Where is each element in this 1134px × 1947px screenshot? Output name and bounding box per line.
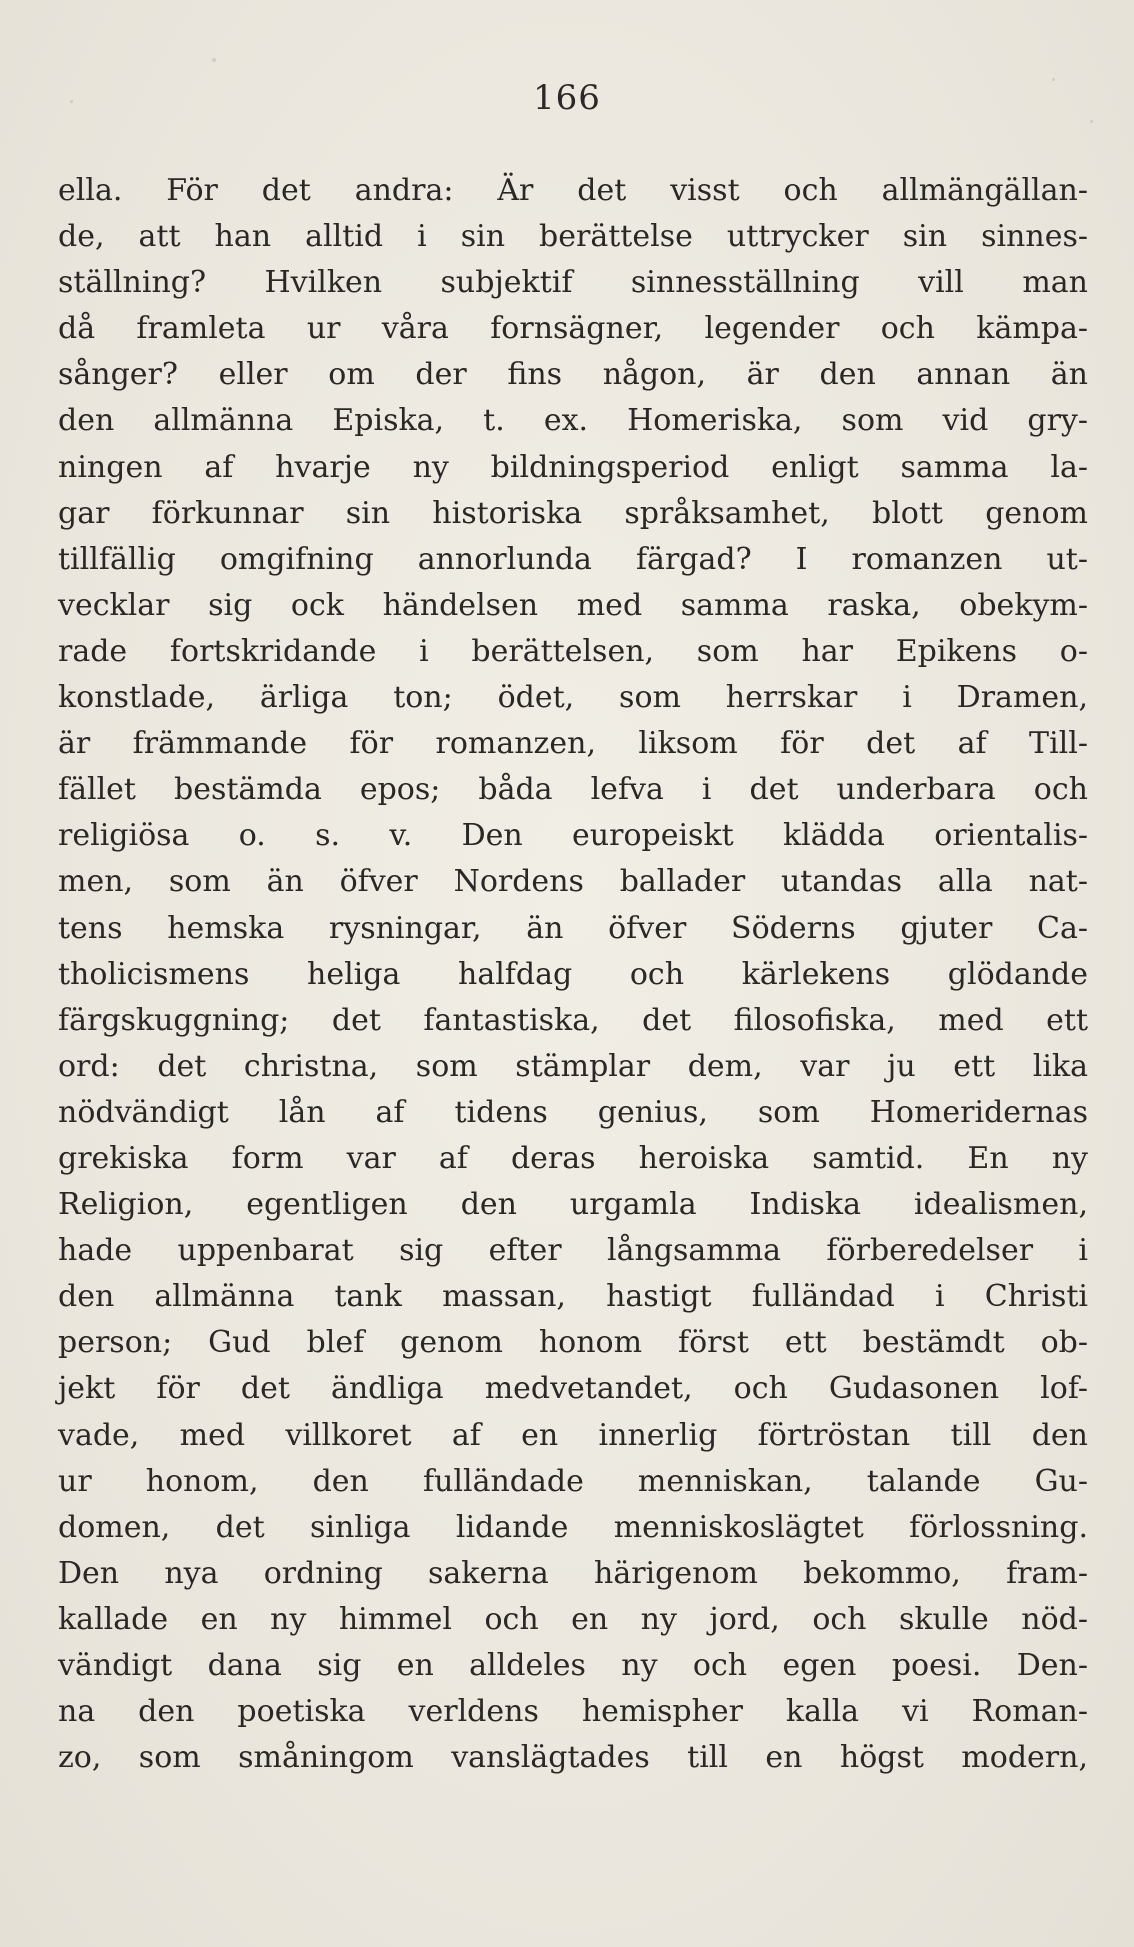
text-line: gar förkunnar sin historiska språksamhet, blott genom <box>58 495 1088 531</box>
paper-speck <box>1090 120 1093 123</box>
text-line: na den poetiska verldens hemispher kalla vi Roman- <box>58 1694 1088 1730</box>
text-line: vecklar sig ock händelsen med samma raska, obekym- <box>58 587 1088 623</box>
text-line: tillfällig omgifning annorlunda färgad? I romanzen ut- <box>58 541 1088 577</box>
text-line: men, som än öfver Nordens ballader utandas alla nat- <box>58 864 1088 900</box>
text-line: hade uppenbarat sig efter långsamma förberedelser i <box>58 1233 1088 1269</box>
text-line: vändigt dana sig en alldeles ny och egen poesi. Den- <box>58 1648 1088 1683</box>
text-line: är främmande för romanzen, liksom för det af Till- <box>58 726 1088 762</box>
text-line: tholicismens heliga halfdag och kärlekens glödande <box>58 956 1088 992</box>
paper-speck <box>212 58 216 62</box>
text-line: ur honom, den fulländade menniskan, talande Gu- <box>58 1463 1088 1499</box>
text-line: nödvändigt lån af tidens genius, som Homeridernas <box>58 1094 1088 1130</box>
text-line: zo, som småningom vanslägtades till en högst modern, <box>58 1740 1088 1776</box>
text-line: domen, det sinliga lidande menniskoslägtet förlossning. <box>58 1509 1088 1545</box>
text-line: ningen af hvarje ny bildningsperiod enligt samma la- <box>58 449 1088 485</box>
text-line: vade, med villkoret af en innerlig förtröstan till den <box>58 1417 1088 1453</box>
text-line: den allmänna tank massan, hastigt fulländad i Christi <box>58 1279 1088 1315</box>
text-line: den allmänna Episka, t. ex. Homeriska, som vid gry- <box>58 403 1088 439</box>
text-line: då framleta ur våra fornsägner, legender och kämpa- <box>58 311 1088 347</box>
text-line: rade fortskridande i berättelsen, som har Epikens o- <box>58 633 1088 669</box>
text-line: kallade en ny himmel och en ny jord, och skulle nöd- <box>58 1601 1088 1637</box>
text-line: religiösa o. s. v. Den europeiskt klädda orientalis- <box>58 818 1088 854</box>
text-line: de, att han alltid i sin berättelse uttrycker sin sinnes- <box>58 219 1088 255</box>
text-line: Religion, egentligen den urgamla Indiska idealismen, <box>58 1187 1088 1223</box>
text-line: grekiska form var af deras heroiska samtid. En ny <box>58 1140 1088 1176</box>
text-line: person; Gud blef genom honom först ett bestämdt ob- <box>58 1325 1088 1361</box>
text-line: färgskuggning; det fantastiska, det filosofiska, med ett <box>58 1002 1088 1038</box>
text-line: ord: det christna, som stämplar dem, var ju ett lika <box>58 1048 1088 1084</box>
text-line: jekt för det ändliga medvetandet, och Gudasonen lof- <box>58 1371 1088 1407</box>
page-number: 166 <box>533 78 601 118</box>
text-line: fället bestämda epos; båda lefva i det underbara och <box>58 772 1088 808</box>
text-line: sånger? eller om der fins någon, är den annan än <box>58 357 1088 393</box>
text-line: ställning? Hvilken subjektif sinnesställning vill man <box>58 265 1088 301</box>
text-line: ella. För det andra: Är det visst och allmängällan- <box>58 173 1088 208</box>
text-line: tens hemska rysningar, än öfver Söderns gjuter Ca- <box>58 910 1088 946</box>
text-line: Den nya ordning sakerna härigenom bekommo, fram- <box>58 1555 1088 1591</box>
text-line: konstlade, ärliga ton; ödet, som herrskar i Dramen, <box>58 680 1088 716</box>
body-text <box>58 168 1088 1781</box>
